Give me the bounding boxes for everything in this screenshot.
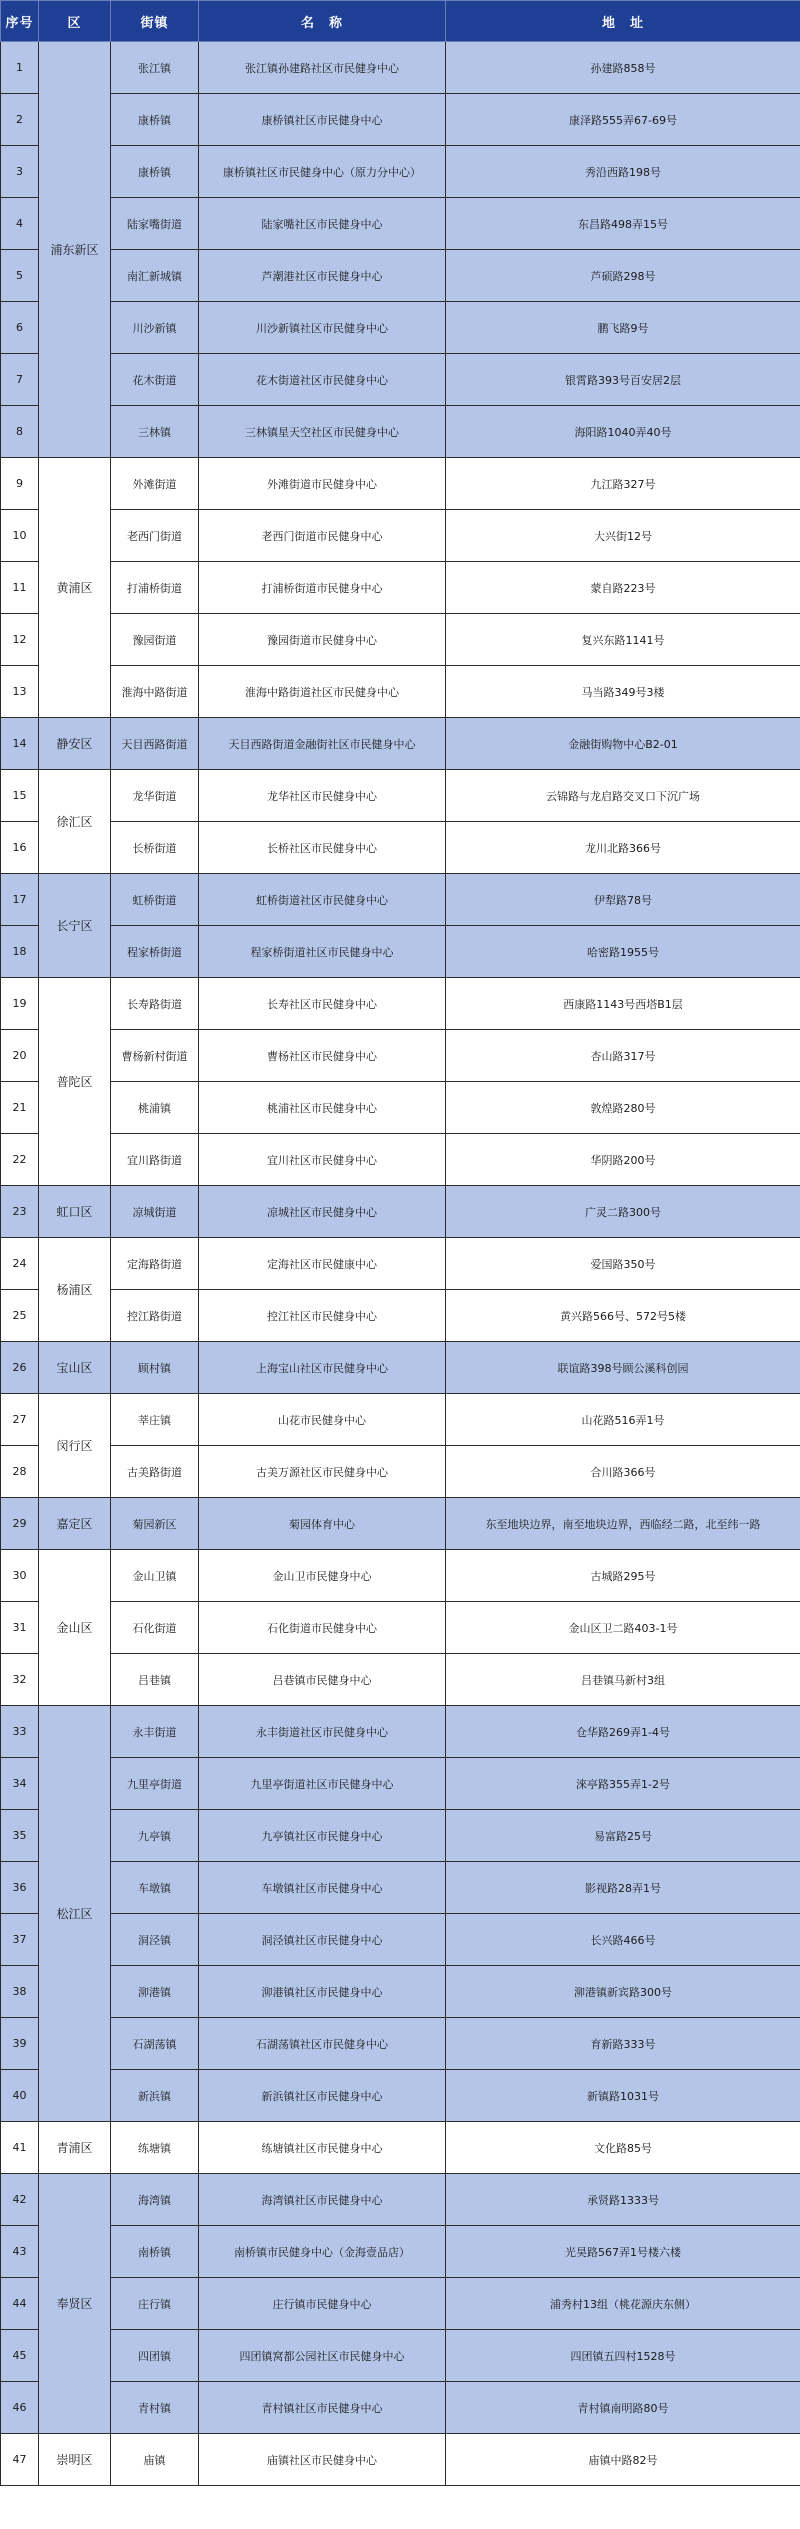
- row-number: 25: [1, 1290, 39, 1342]
- table-row: [1, 1862, 800, 1914]
- center-name-cell: 长桥社区市民健身中心: [199, 822, 446, 874]
- address-cell: 文化路85号: [446, 2122, 800, 2174]
- street-cell: 顾村镇: [111, 1342, 199, 1394]
- table-row: [1, 1914, 800, 1966]
- street-cell: 桃浦镇: [111, 1082, 199, 1134]
- address-cell: 华阴路200号: [446, 1134, 800, 1186]
- address-cell: 广灵二路300号: [446, 1186, 800, 1238]
- table-row: [1, 1654, 800, 1706]
- address-cell: 浦秀村13组（桃花源庆东侧）: [446, 2278, 800, 2330]
- table-row: [1, 1966, 800, 2018]
- center-name-cell: 虹桥街道社区市民健身中心: [199, 874, 446, 926]
- street-cell: 九亭镇: [111, 1810, 199, 1862]
- street-cell: 龙华街道: [111, 770, 199, 822]
- table-row: [1, 94, 800, 146]
- row-number: 22: [1, 1134, 39, 1186]
- row-number: 38: [1, 1966, 39, 2018]
- address-cell: 承贤路1333号: [446, 2174, 800, 2226]
- street-cell: 淮海中路街道: [111, 666, 199, 718]
- street-cell: 曹杨新村街道: [111, 1030, 199, 1082]
- street-cell: 车墩镇: [111, 1862, 199, 1914]
- center-name-cell: 淮海中路街道社区市民健身中心: [199, 666, 446, 718]
- table-row: [1, 2122, 800, 2174]
- center-name-cell: 吕巷镇市民健身中心: [199, 1654, 446, 1706]
- row-number: 47: [1, 2434, 39, 2486]
- address-cell: 仓华路269弄1-4号: [446, 1706, 800, 1758]
- address-cell: 九江路327号: [446, 458, 800, 510]
- table-row: [1, 406, 800, 458]
- street-cell: 泖港镇: [111, 1966, 199, 2018]
- row-number: 12: [1, 614, 39, 666]
- street-cell: 程家桥街道: [111, 926, 199, 978]
- table-body: [1, 42, 800, 2486]
- address-cell: 金山区卫二路403-1号: [446, 1602, 800, 1654]
- row-number: 26: [1, 1342, 39, 1394]
- table-row: [1, 510, 800, 562]
- table-row: [1, 2174, 800, 2226]
- header-no: 序号: [1, 1, 39, 42]
- center-name-cell: 海湾镇社区市民健身中心: [199, 2174, 446, 2226]
- center-name-cell: 九亭镇社区市民健身中心: [199, 1810, 446, 1862]
- row-number: 5: [1, 250, 39, 302]
- street-cell: 康桥镇: [111, 146, 199, 198]
- row-number: 40: [1, 2070, 39, 2122]
- street-cell: 控江路街道: [111, 1290, 199, 1342]
- street-cell: 庙镇: [111, 2434, 199, 2486]
- table-row: [1, 1186, 800, 1238]
- center-name-cell: 石湖荡镇社区市民健身中心: [199, 2018, 446, 2070]
- street-cell: 吕巷镇: [111, 1654, 199, 1706]
- street-cell: 永丰街道: [111, 1706, 199, 1758]
- header-district: 区: [39, 1, 111, 42]
- center-name-cell: 金山卫市民健身中心: [199, 1550, 446, 1602]
- street-cell: 石湖荡镇: [111, 2018, 199, 2070]
- street-cell: 虹桥街道: [111, 874, 199, 926]
- row-number: 45: [1, 2330, 39, 2382]
- address-cell: 古城路295号: [446, 1550, 800, 1602]
- center-name-cell: 青村镇社区市民健身中心: [199, 2382, 446, 2434]
- street-cell: 庄行镇: [111, 2278, 199, 2330]
- row-number: 32: [1, 1654, 39, 1706]
- address-cell: 金融街购物中心B2-01: [446, 718, 800, 770]
- table-row: [1, 2018, 800, 2070]
- street-cell: 莘庄镇: [111, 1394, 199, 1446]
- center-name-cell: 龙华社区市民健身中心: [199, 770, 446, 822]
- district-cell: 杨浦区: [39, 1238, 111, 1342]
- address-cell: 大兴街12号: [446, 510, 800, 562]
- street-cell: 川沙新镇: [111, 302, 199, 354]
- district-cell: 奉贤区: [39, 2174, 111, 2434]
- street-cell: 南桥镇: [111, 2226, 199, 2278]
- address-cell: 光昊路567弄1号楼六楼: [446, 2226, 800, 2278]
- center-name-cell: 控江社区市民健身中心: [199, 1290, 446, 1342]
- address-cell: 龙川北路366号: [446, 822, 800, 874]
- center-name-cell: 天目西路街道金融街社区市民健身中心: [199, 718, 446, 770]
- center-name-cell: 老西门街道市民健身中心: [199, 510, 446, 562]
- address-cell: 云锦路与龙启路交叉口下沉广场: [446, 770, 800, 822]
- address-cell: 复兴东路1141号: [446, 614, 800, 666]
- table-row: [1, 1394, 800, 1446]
- row-number: 36: [1, 1862, 39, 1914]
- row-number: 20: [1, 1030, 39, 1082]
- street-cell: 海湾镇: [111, 2174, 199, 2226]
- row-number: 7: [1, 354, 39, 406]
- street-cell: 洞泾镇: [111, 1914, 199, 1966]
- street-cell: 凉城街道: [111, 1186, 199, 1238]
- row-number: 10: [1, 510, 39, 562]
- street-cell: 定海路街道: [111, 1238, 199, 1290]
- table-row: [1, 1342, 800, 1394]
- table-row: [1, 718, 800, 770]
- address-cell: 淶亭路355弄1-2号: [446, 1758, 800, 1810]
- table-row: [1, 1446, 800, 1498]
- district-cell: 徐汇区: [39, 770, 111, 874]
- row-number: 41: [1, 2122, 39, 2174]
- address-cell: 长兴路466号: [446, 1914, 800, 1966]
- center-name-cell: 康桥镇社区市民健身中心（原力分中心）: [199, 146, 446, 198]
- row-number: 35: [1, 1810, 39, 1862]
- street-cell: 四团镇: [111, 2330, 199, 2382]
- row-number: 28: [1, 1446, 39, 1498]
- table-row: [1, 1290, 800, 1342]
- center-name-cell: 陆家嘴社区市民健身中心: [199, 198, 446, 250]
- row-number: 31: [1, 1602, 39, 1654]
- district-cell: 长宁区: [39, 874, 111, 978]
- address-cell: 东昌路498弄15号: [446, 198, 800, 250]
- address-cell: 哈密路1955号: [446, 926, 800, 978]
- header-address: 地 址: [446, 1, 800, 42]
- table-row: [1, 458, 800, 510]
- table-row: [1, 42, 800, 94]
- street-cell: 天目西路街道: [111, 718, 199, 770]
- row-number: 33: [1, 1706, 39, 1758]
- street-cell: 宜川路街道: [111, 1134, 199, 1186]
- address-cell: 吕巷镇马新村3组: [446, 1654, 800, 1706]
- row-number: 46: [1, 2382, 39, 2434]
- street-cell: 老西门街道: [111, 510, 199, 562]
- row-number: 1: [1, 42, 39, 94]
- row-number: 2: [1, 94, 39, 146]
- header-row: [1, 1, 800, 42]
- table-row: [1, 1030, 800, 1082]
- row-number: 43: [1, 2226, 39, 2278]
- row-number: 13: [1, 666, 39, 718]
- row-number: 27: [1, 1394, 39, 1446]
- street-cell: 南汇新城镇: [111, 250, 199, 302]
- table-row: [1, 614, 800, 666]
- table-row: [1, 1082, 800, 1134]
- center-name-cell: 张江镇孙建路社区市民健身中心: [199, 42, 446, 94]
- address-cell: 东至地块边界，南至地块边界，西临经二路，北至纬一路: [446, 1498, 800, 1550]
- table-row: [1, 978, 800, 1030]
- table-row: [1, 1134, 800, 1186]
- row-number: 17: [1, 874, 39, 926]
- center-name-cell: 古美万源社区市民健身中心: [199, 1446, 446, 1498]
- center-name-cell: 菊园体育中心: [199, 1498, 446, 1550]
- row-number: 16: [1, 822, 39, 874]
- address-cell: 海阳路1040弄40号: [446, 406, 800, 458]
- table-row: [1, 198, 800, 250]
- table-row: [1, 1758, 800, 1810]
- table-row: [1, 1602, 800, 1654]
- table-row: [1, 770, 800, 822]
- address-cell: 育新路333号: [446, 2018, 800, 2070]
- street-cell: 长桥街道: [111, 822, 199, 874]
- row-number: 18: [1, 926, 39, 978]
- address-cell: 联谊路398号顾公溪科创园: [446, 1342, 800, 1394]
- row-number: 34: [1, 1758, 39, 1810]
- row-number: 14: [1, 718, 39, 770]
- center-name-cell: 永丰街道社区市民健身中心: [199, 1706, 446, 1758]
- table-row: [1, 2278, 800, 2330]
- table-row: [1, 2226, 800, 2278]
- district-cell: 黄浦区: [39, 458, 111, 718]
- center-name-cell: 庙镇社区市民健身中心: [199, 2434, 446, 2486]
- table-row: [1, 1238, 800, 1290]
- center-name-cell: 芦潮港社区市民健身中心: [199, 250, 446, 302]
- row-number: 21: [1, 1082, 39, 1134]
- address-cell: 敦煌路280号: [446, 1082, 800, 1134]
- table-row: [1, 666, 800, 718]
- address-cell: 四团镇五四村1528号: [446, 2330, 800, 2382]
- row-number: 30: [1, 1550, 39, 1602]
- address-cell: 黄兴路566号、572号5楼: [446, 1290, 800, 1342]
- address-cell: 西康路1143号西塔B1层: [446, 978, 800, 1030]
- row-number: 4: [1, 198, 39, 250]
- center-name-cell: 新浜镇社区市民健身中心: [199, 2070, 446, 2122]
- table-row: [1, 874, 800, 926]
- table-row: [1, 302, 800, 354]
- address-cell: 山花路516弄1号: [446, 1394, 800, 1446]
- center-name-cell: 川沙新镇社区市民健身中心: [199, 302, 446, 354]
- center-name-cell: 山花市民健身中心: [199, 1394, 446, 1446]
- district-cell: 浦东新区: [39, 42, 111, 458]
- address-cell: 庙镇中路82号: [446, 2434, 800, 2486]
- address-cell: 鹏飞路9号: [446, 302, 800, 354]
- center-name-cell: 车墩镇社区市民健身中心: [199, 1862, 446, 1914]
- street-cell: 九里亭街道: [111, 1758, 199, 1810]
- row-number: 37: [1, 1914, 39, 1966]
- center-name-cell: 九里亭街道社区市民健身中心: [199, 1758, 446, 1810]
- address-cell: 爱国路350号: [446, 1238, 800, 1290]
- center-name-cell: 上海宝山社区市民健身中心: [199, 1342, 446, 1394]
- district-cell: 虹口区: [39, 1186, 111, 1238]
- street-cell: 古美路街道: [111, 1446, 199, 1498]
- row-number: 24: [1, 1238, 39, 1290]
- table-row: [1, 562, 800, 614]
- address-cell: 影视路28弄1号: [446, 1862, 800, 1914]
- row-number: 44: [1, 2278, 39, 2330]
- center-name-cell: 宜川社区市民健身中心: [199, 1134, 446, 1186]
- district-cell: 静安区: [39, 718, 111, 770]
- address-cell: 杏山路317号: [446, 1030, 800, 1082]
- row-number: 39: [1, 2018, 39, 2070]
- table-row: [1, 1550, 800, 1602]
- street-cell: 练塘镇: [111, 2122, 199, 2174]
- center-name-cell: 打浦桥街道市民健身中心: [199, 562, 446, 614]
- center-name-cell: 曹杨社区市民健身中心: [199, 1030, 446, 1082]
- table-row: [1, 2382, 800, 2434]
- district-cell: 闵行区: [39, 1394, 111, 1498]
- row-number: 3: [1, 146, 39, 198]
- center-name-cell: 定海社区市民健康中心: [199, 1238, 446, 1290]
- street-cell: 青村镇: [111, 2382, 199, 2434]
- address-cell: 孙建路858号: [446, 42, 800, 94]
- street-cell: 张江镇: [111, 42, 199, 94]
- row-number: 42: [1, 2174, 39, 2226]
- table-row: [1, 2330, 800, 2382]
- address-cell: 伊犁路78号: [446, 874, 800, 926]
- address-cell: 新镇路1031号: [446, 2070, 800, 2122]
- street-cell: 豫园街道: [111, 614, 199, 666]
- address-cell: 马当路349号3楼: [446, 666, 800, 718]
- street-cell: 陆家嘴街道: [111, 198, 199, 250]
- row-number: 15: [1, 770, 39, 822]
- row-number: 29: [1, 1498, 39, 1550]
- district-cell: 普陀区: [39, 978, 111, 1186]
- table-row: [1, 926, 800, 978]
- table-row: [1, 1810, 800, 1862]
- center-name-cell: 程家桥街道社区市民健身中心: [199, 926, 446, 978]
- street-cell: 金山卫镇: [111, 1550, 199, 1602]
- district-cell: 青浦区: [39, 2122, 111, 2174]
- table-row: [1, 822, 800, 874]
- street-cell: 康桥镇: [111, 94, 199, 146]
- center-name-cell: 洞泾镇社区市民健身中心: [199, 1914, 446, 1966]
- center-name-cell: 花木街道社区市民健身中心: [199, 354, 446, 406]
- address-cell: 泖港镇新宾路300号: [446, 1966, 800, 2018]
- district-cell: 松江区: [39, 1706, 111, 2122]
- center-name-cell: 长寿社区市民健身中心: [199, 978, 446, 1030]
- street-cell: 三林镇: [111, 406, 199, 458]
- center-name-cell: 南桥镇市民健身中心（金海壹品店）: [199, 2226, 446, 2278]
- center-name-cell: 桃浦社区市民健身中心: [199, 1082, 446, 1134]
- row-number: 19: [1, 978, 39, 1030]
- address-cell: 蒙自路223号: [446, 562, 800, 614]
- table-row: [1, 146, 800, 198]
- row-number: 9: [1, 458, 39, 510]
- row-number: 8: [1, 406, 39, 458]
- table-row: [1, 354, 800, 406]
- address-cell: 青村镇南明路80号: [446, 2382, 800, 2434]
- center-name-cell: 外滩街道市民健身中心: [199, 458, 446, 510]
- row-number: 23: [1, 1186, 39, 1238]
- street-cell: 石化街道: [111, 1602, 199, 1654]
- address-cell: 秀沿西路198号: [446, 146, 800, 198]
- table-row: [1, 2070, 800, 2122]
- address-cell: 康泽路555弄67-69号: [446, 94, 800, 146]
- header-name: 名 称: [199, 1, 446, 42]
- center-name-cell: 四团镇窝都公园社区市民健身中心: [199, 2330, 446, 2382]
- district-cell: 崇明区: [39, 2434, 111, 2486]
- district-cell: 嘉定区: [39, 1498, 111, 1550]
- header-street: 街镇: [111, 1, 199, 42]
- table-row: [1, 2434, 800, 2486]
- center-name-cell: 三林镇星天空社区市民健身中心: [199, 406, 446, 458]
- center-name-cell: 豫园街道市民健身中心: [199, 614, 446, 666]
- center-name-cell: 练塘镇社区市民健身中心: [199, 2122, 446, 2174]
- address-cell: 易富路25号: [446, 1810, 800, 1862]
- street-cell: 打浦桥街道: [111, 562, 199, 614]
- row-number: 6: [1, 302, 39, 354]
- center-name-cell: 凉城社区市民健身中心: [199, 1186, 446, 1238]
- street-cell: 外滩街道: [111, 458, 199, 510]
- address-cell: 银霄路393号百安居2层: [446, 354, 800, 406]
- street-cell: 新浜镇: [111, 2070, 199, 2122]
- row-number: 11: [1, 562, 39, 614]
- address-cell: 芦硕路298号: [446, 250, 800, 302]
- street-cell: 花木街道: [111, 354, 199, 406]
- street-cell: 菊园新区: [111, 1498, 199, 1550]
- center-name-cell: 康桥镇社区市民健身中心: [199, 94, 446, 146]
- center-name-cell: 泖港镇社区市民健身中心: [199, 1966, 446, 2018]
- center-name-cell: 石化街道市民健身中心: [199, 1602, 446, 1654]
- table-row: [1, 1498, 800, 1550]
- district-cell: 金山区: [39, 1550, 111, 1706]
- district-cell: 宝山区: [39, 1342, 111, 1394]
- address-cell: 合川路366号: [446, 1446, 800, 1498]
- street-cell: 长寿路街道: [111, 978, 199, 1030]
- center-name-cell: 庄行镇市民健身中心: [199, 2278, 446, 2330]
- table-row: [1, 250, 800, 302]
- table-row: [1, 1706, 800, 1758]
